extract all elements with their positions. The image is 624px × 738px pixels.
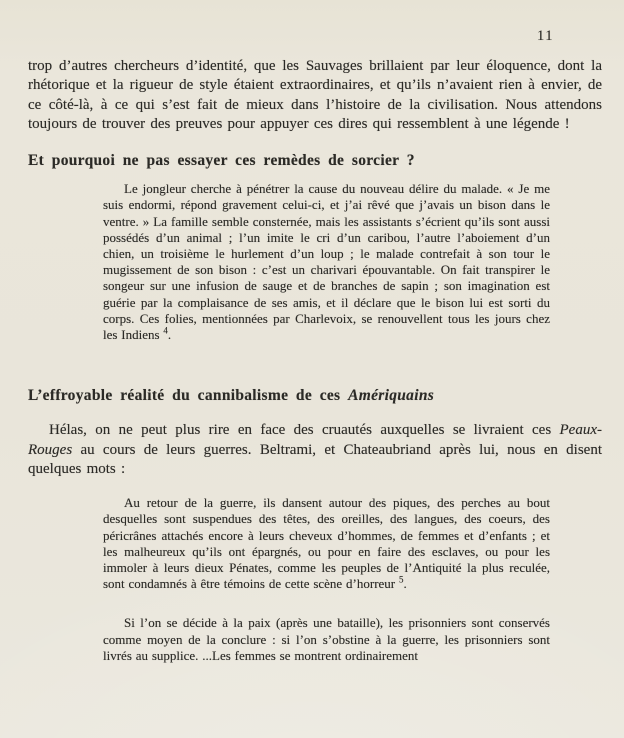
section-heading-remedes-sorcier: Et pourquoi ne pas essayer ces remèdes de sorcier ?: [28, 152, 415, 170]
paragraph-helas: Hélas, on ne peut plus rire en face des cruautés auxquelles se livraient ces Peaux-Rouges au cours de leurs guerres. Beltrami, et Chateaubriand après lui, nous en disent quelques mots :: [28, 422, 602, 477]
block-quote-retour-guerre: Au retour de la guerre, ils dansent autour des piques, des perches au bout desquelles sont suspendues des têtes, des oreilles, des langues, des coeurs, des péricrânes attachés encore à leurs cheveux d’hommes, de femmes et d’enfants ; et les malheureux qu’ils ont épargnés, ou pour en faire des esclaves, ou pour les immoler à leurs dieux Pénates, comme les peuples de l’Antiquité la plus reculée, sont condamnés à être témoins de cette scène d’horreur $^5$.: [103, 495, 550, 592]
page-number: 11: [537, 28, 554, 44]
section-heading-cannibalisme: L’effroyable réalité du cannibalisme de ces Amériquains: [28, 387, 435, 405]
block-quote-jongleur: Le jongleur cherche à pénétrer la cause du nouveau délire du malade. « Je me suis endormi, répond gravement celui-ci, et j’ai rêvé que j’avais un bison dans le ventre. » La famille semble consternée, mais les assistants s’écrient qu’ils sont aussi possédés d’un animal ; l’un imite le cri d’un caribou, l’autre l’aboiement d’un chien, un troisième le hurlement d’un loup ; le malade contrefait à son tour le mugissement de son bison : c’est un charivari épouvantable. On fait transpirer le songeur sur une infusion de sauge et de branches de sapin ; son imagination est guérie par la complaisance de ses amis, et il déclare que le bison lui est sorti du corps. Ces folies, mentionnées par Charlevoix, se renouvellent tous les jours chez les Indiens $^4$.: [103, 181, 550, 343]
paragraph-continuation: trop d’autres chercheurs d’identité, que les Sauvages brillaient par leur éloquence, dont la rhétorique et la rigueur de style étaient extraordinaires, et qu’ils n’avaient rien à envier, de ce côté-là, à ce qui s’est fait de mieux dans l’histoire de la civilisation. Nous attendons toujours de trouver des preuves pour appuyer ces dires qui ressemblent à une légende !: [28, 58, 602, 132]
block-quote-paix: Si l’on se décide à la paix (après une bataille), les prisonniers sont conservés comme moyen de la conclure : si l’on s’obstine à la guerre, les prisonniers sont livrés au supplice. ...Les femmes se montrent ordinairement: [103, 615, 550, 663]
